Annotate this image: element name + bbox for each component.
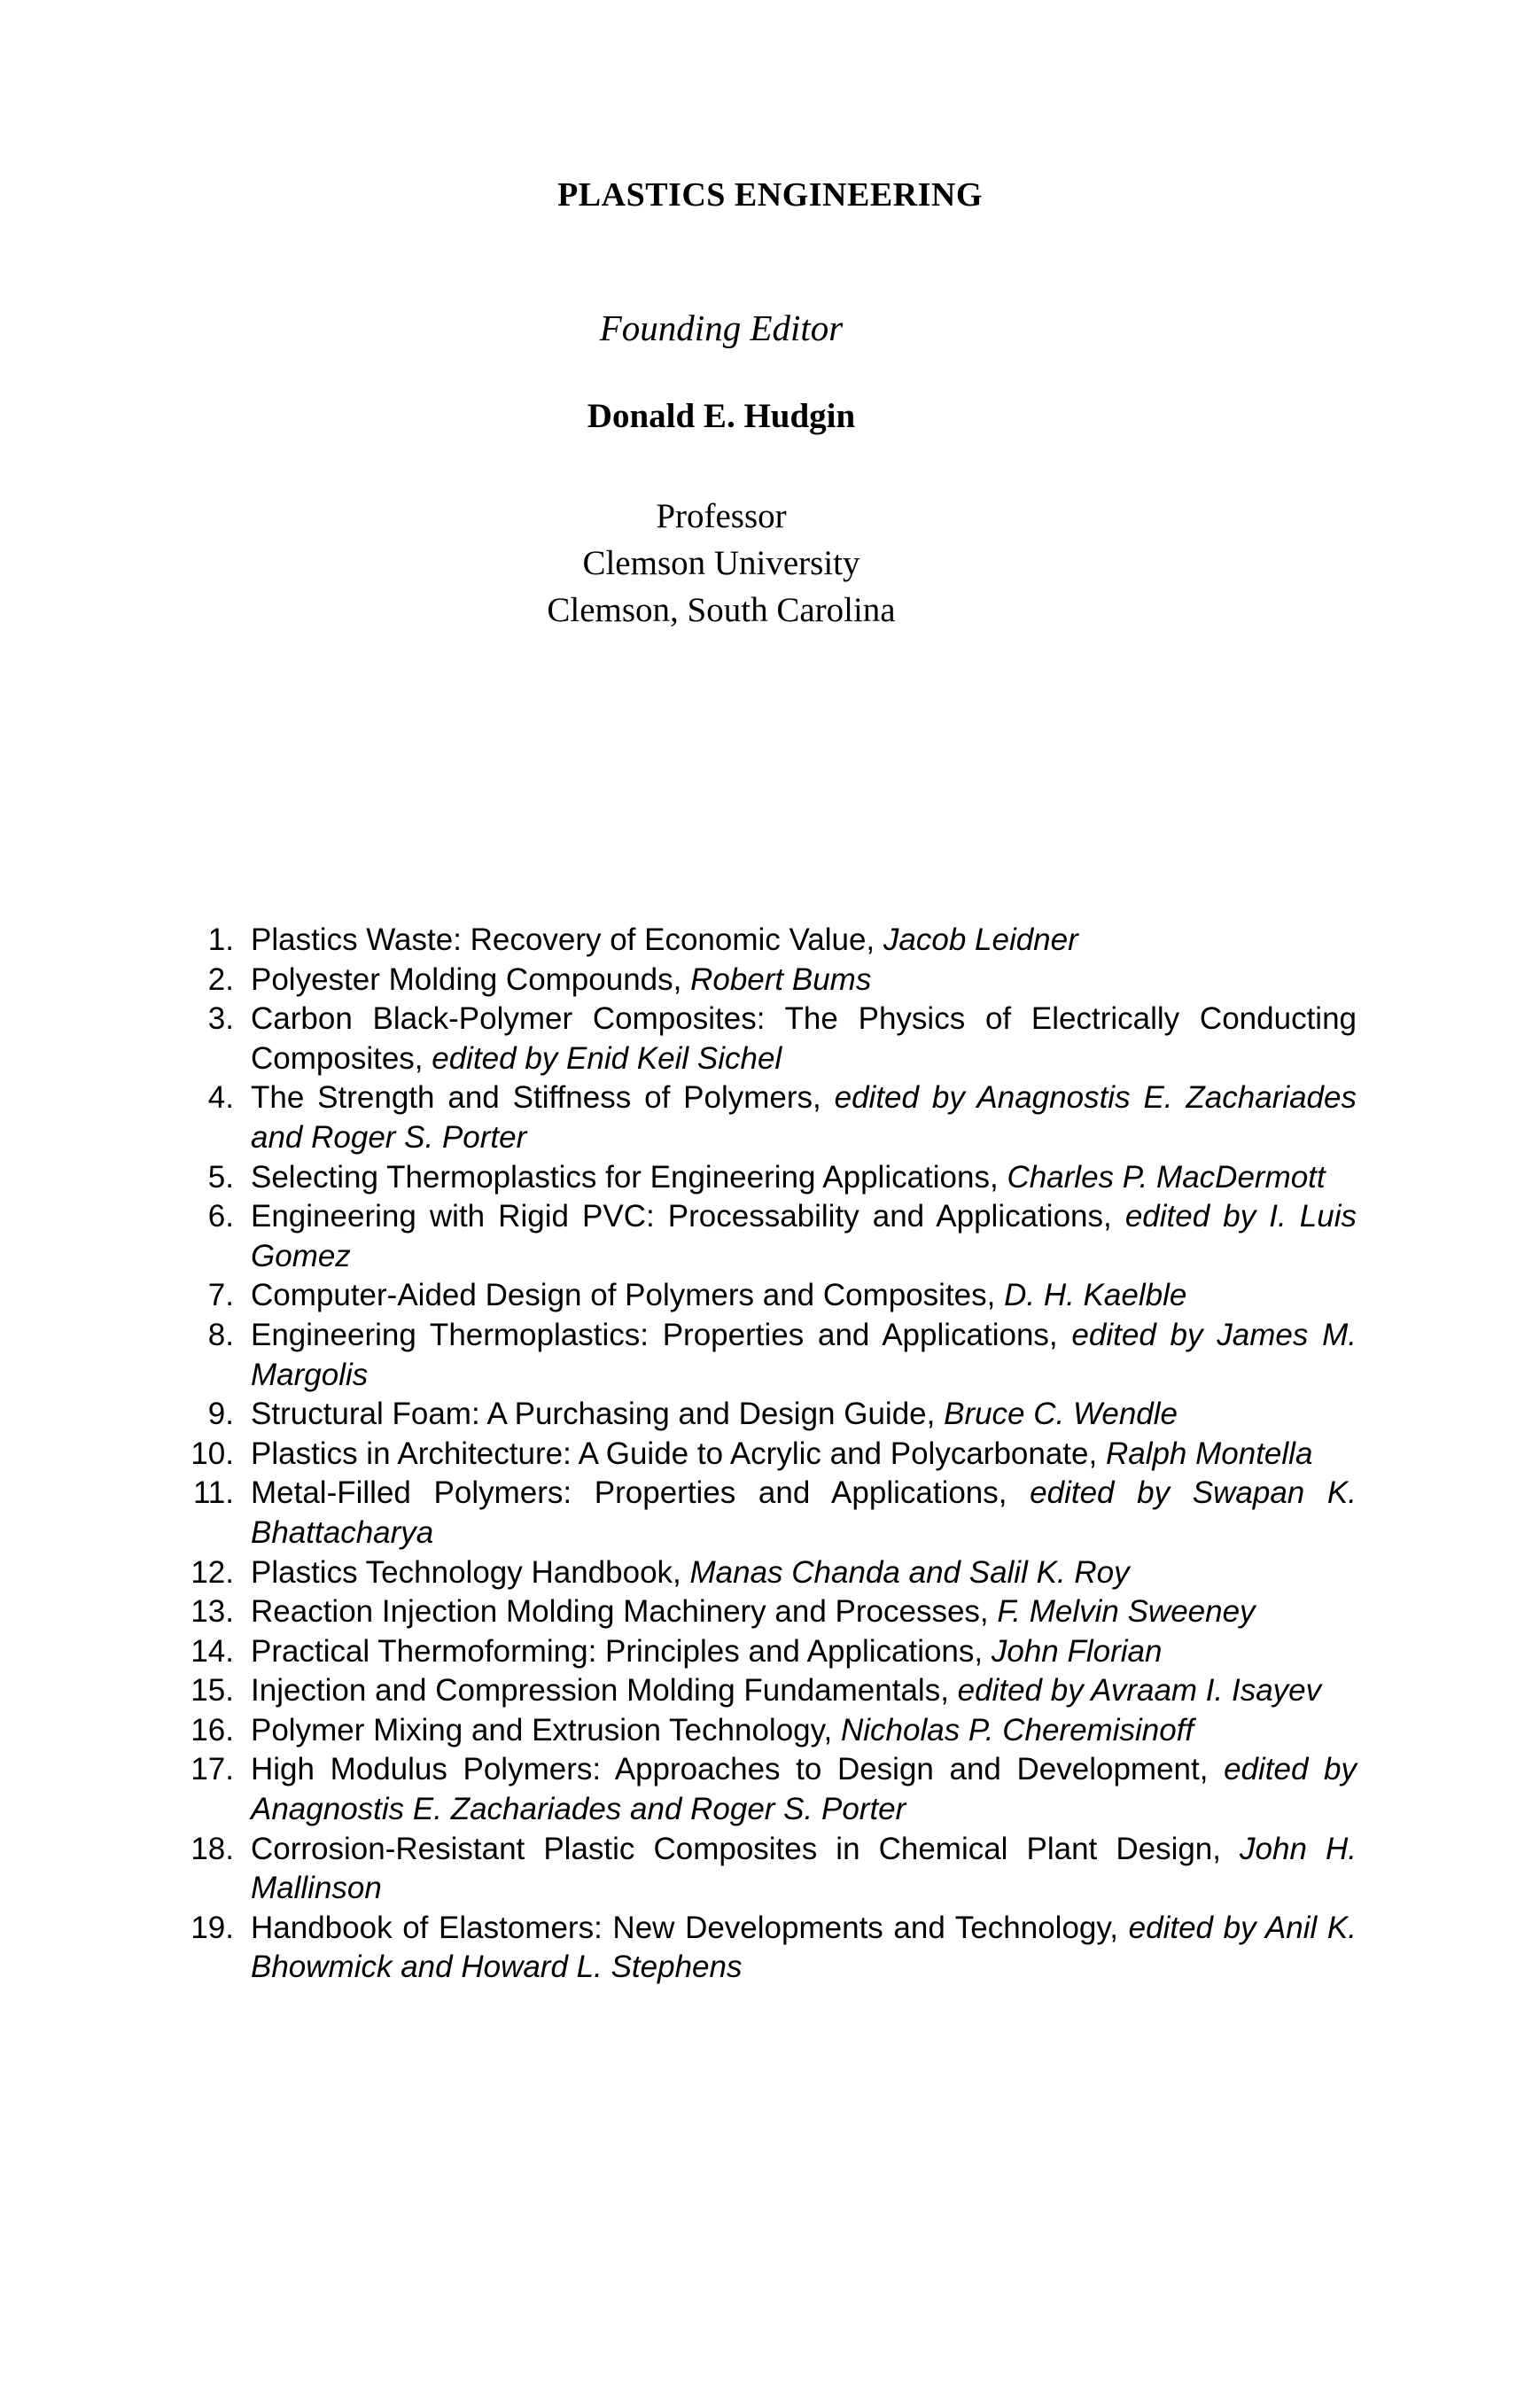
book-title: Polyester Molding Compounds,	[251, 961, 691, 997]
book-title: Engineering Thermoplastics: Properties and Applications,	[251, 1317, 1072, 1352]
book-title: Reaction Injection Molding Machinery and Processes,	[251, 1594, 998, 1630]
book-title: High Modulus Polymers: Approaches to Design and Development,	[251, 1752, 1225, 1787]
book-entry	[251, 1276, 1357, 1316]
book-list-item	[207, 1000, 1357, 1078]
book-number: 18.	[191, 1831, 234, 1866]
book-number: 12.	[191, 1554, 234, 1590]
book-entry	[251, 1750, 1357, 1829]
book-list-item	[207, 961, 1357, 1000]
book-entry	[251, 1830, 1357, 1909]
book-entry	[251, 1553, 1357, 1593]
book-list-item	[191, 1553, 1357, 1593]
book-number: 16.	[191, 1712, 234, 1748]
book-title: The Strength and Stiffness of Polymers,	[251, 1080, 835, 1116]
book-author: John H. Mallinson	[251, 1831, 1357, 1906]
book-title: Structural Foam: A Purchasing and Design Guide,	[251, 1397, 945, 1432]
book-number: 1.	[207, 922, 234, 957]
book-entry	[251, 1158, 1357, 1198]
book-list-item	[191, 1750, 1357, 1829]
book-author: Manas Chanda and Salil K. Roy	[689, 1554, 1130, 1590]
book-number: 4.	[207, 1080, 234, 1116]
book-title: Corrosion-Resistant Plastic Composites in Chemical Plant Design,	[251, 1831, 1241, 1866]
book-title: Injection and Compression Molding Fundamentals,	[251, 1673, 958, 1709]
book-list-item	[191, 1592, 1357, 1632]
book-number: 9.	[207, 1397, 234, 1432]
founding-editor-label: Founding Editor	[599, 307, 844, 348]
book-author: Robert Bums	[690, 961, 872, 997]
book-number: 13.	[191, 1594, 234, 1630]
book-number: 19.	[191, 1910, 234, 1945]
series-title: PLASTICS ENGINEERING	[557, 176, 983, 214]
book-author: Nicholas P. Cheremisinoff	[840, 1712, 1194, 1748]
book-entry	[251, 1632, 1357, 1672]
book-title: Practical Thermoforming: Principles and Applications,	[251, 1633, 992, 1669]
book-number: 10.	[191, 1436, 234, 1471]
book-number: 14.	[191, 1633, 234, 1669]
book-entry	[251, 961, 1357, 1000]
editor-location: Clemson, South Carolina	[547, 591, 896, 629]
book-list-item	[207, 1158, 1357, 1198]
book-list-item	[207, 1395, 1357, 1435]
book-title: Selecting Thermoplastics for Engineering Applications,	[251, 1159, 1007, 1195]
book-author: Charles P. MacDermott	[1007, 1159, 1326, 1195]
book-author: Ralph Montella	[1105, 1436, 1313, 1471]
book-list-item	[207, 1078, 1357, 1157]
book-title: Computer-Aided Design of Polymers and Composites,	[251, 1278, 1005, 1313]
book-title: Plastics in Architecture: A Guide to Acrylic and Polycarbonate,	[251, 1436, 1106, 1471]
book-list	[191, 921, 1357, 1988]
book-author: edited by Anil K. Bhowmick and Howard L. Stephens	[251, 1910, 1357, 1985]
book-title: Handbook of Elastomers: New Developments and Technology,	[251, 1910, 1129, 1945]
book-title: Metal-Filled Polymers: Properties and Applications,	[251, 1475, 1031, 1511]
book-number: 2.	[207, 961, 234, 997]
book-entry	[251, 1474, 1357, 1553]
book-author: Jacob Leidner	[883, 922, 1078, 957]
book-list-item	[191, 1830, 1357, 1909]
book-number: 7.	[207, 1278, 234, 1313]
book-author: edited by James M. Margolis	[251, 1317, 1357, 1392]
book-list-item	[191, 1909, 1357, 1988]
book-list-item	[207, 1316, 1357, 1395]
editor-name: Donald E. Hudgin	[587, 397, 856, 435]
book-entry	[251, 1395, 1357, 1435]
book-author: Bruce C. Wendle	[944, 1397, 1178, 1432]
book-entry	[251, 1711, 1357, 1751]
book-entry	[251, 921, 1357, 961]
book-entry	[251, 1435, 1357, 1475]
book-entry	[251, 1000, 1357, 1078]
book-entry	[251, 1078, 1357, 1157]
book-author: edited by Swapan K. Bhattacharya	[251, 1475, 1357, 1550]
book-list-item	[207, 1197, 1357, 1276]
book-author: F. Melvin Sweeney	[997, 1594, 1256, 1630]
book-title: Polymer Mixing and Extrusion Technology,	[251, 1712, 841, 1748]
book-author: edited by Anagnostis E. Zachariades and Roger S. Porter	[251, 1752, 1357, 1827]
book-entry	[251, 1671, 1357, 1711]
book-list-item	[191, 1435, 1357, 1475]
book-number: 17.	[191, 1752, 234, 1787]
book-entry	[251, 1316, 1357, 1395]
book-entry	[251, 1909, 1357, 1988]
book-list-item	[192, 1474, 1357, 1553]
book-number: 6.	[207, 1199, 234, 1234]
editor-institution: Clemson University	[582, 544, 860, 582]
book-number: 15.	[191, 1673, 234, 1709]
book-entry	[251, 1197, 1357, 1276]
book-number: 11.	[192, 1475, 234, 1511]
book-number: 5.	[207, 1159, 234, 1195]
book-entry	[251, 1592, 1357, 1632]
book-author: John Florian	[991, 1633, 1163, 1669]
book-list-item	[191, 1632, 1357, 1672]
book-number: 8.	[207, 1317, 234, 1352]
editor-affiliation	[0, 493, 1443, 634]
book-list-item	[191, 1671, 1357, 1711]
book-title: Carbon Black-Polymer Composites: The Physics of Electrically Conducting Composites,	[251, 1001, 1357, 1076]
book-number: 3.	[207, 1001, 234, 1037]
book-title: Engineering with Rigid PVC: Processability and Applications,	[251, 1199, 1125, 1234]
book-author: edited by I. Luis Gomez	[251, 1199, 1357, 1273]
book-list-item	[207, 921, 1357, 961]
book-title: Plastics Waste: Recovery of Economic Value,	[251, 922, 883, 957]
book-author: edited by Anagnostis E. Zachariades and Roger S. Porter	[251, 1080, 1357, 1155]
book-list-item	[191, 1711, 1357, 1751]
editor-title: Professor	[656, 497, 787, 535]
book-author: D. H. Kaelble	[1004, 1278, 1187, 1313]
book-author: edited by Enid Keil Sichel	[432, 1040, 782, 1076]
book-list-item	[207, 1276, 1357, 1316]
book-author: edited by Avraam I. Isayev	[957, 1673, 1322, 1709]
book-title: Plastics Technology Handbook,	[251, 1554, 690, 1590]
